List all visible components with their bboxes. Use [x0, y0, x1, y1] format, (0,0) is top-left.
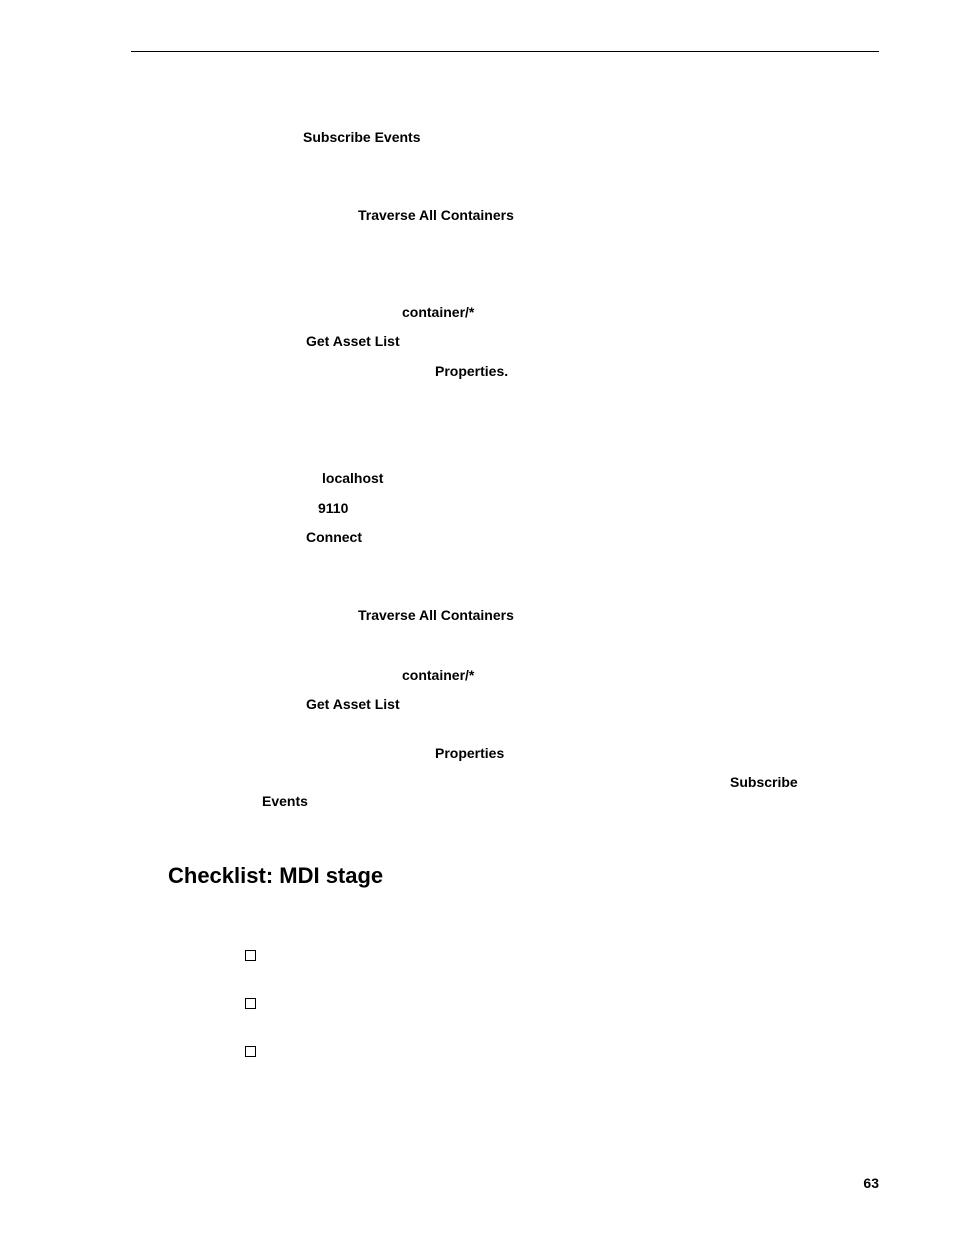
page-number: 63	[863, 1175, 879, 1191]
term-connect: Connect	[306, 529, 362, 545]
term-subscribe: Subscribe	[730, 774, 798, 790]
header-rule	[131, 51, 879, 52]
checklist-checkbox-3[interactable]	[245, 1046, 256, 1057]
term-traverse-all-containers: Traverse All Containers	[358, 207, 514, 223]
term-get-asset-list: Get Asset List	[306, 333, 400, 349]
term-get-asset-list-2: Get Asset List	[306, 696, 400, 712]
checklist-checkbox-1[interactable]	[245, 950, 256, 961]
term-port: 9110	[318, 500, 349, 516]
term-properties-2: Properties	[435, 745, 505, 761]
term-container-wildcard: container/*	[402, 304, 475, 320]
term-container-wildcard-2: container/*	[402, 667, 475, 683]
term-localhost: localhost	[322, 470, 384, 486]
term-traverse-all-containers-2: Traverse All Containers	[358, 607, 514, 623]
checklist-checkbox-2[interactable]	[245, 998, 256, 1009]
term-properties: Properties.	[435, 363, 509, 379]
term-events: Events	[262, 793, 308, 809]
term-subscribe-events: Subscribe Events	[303, 129, 421, 145]
checklist-heading: Checklist: MDI stage	[168, 863, 384, 888]
